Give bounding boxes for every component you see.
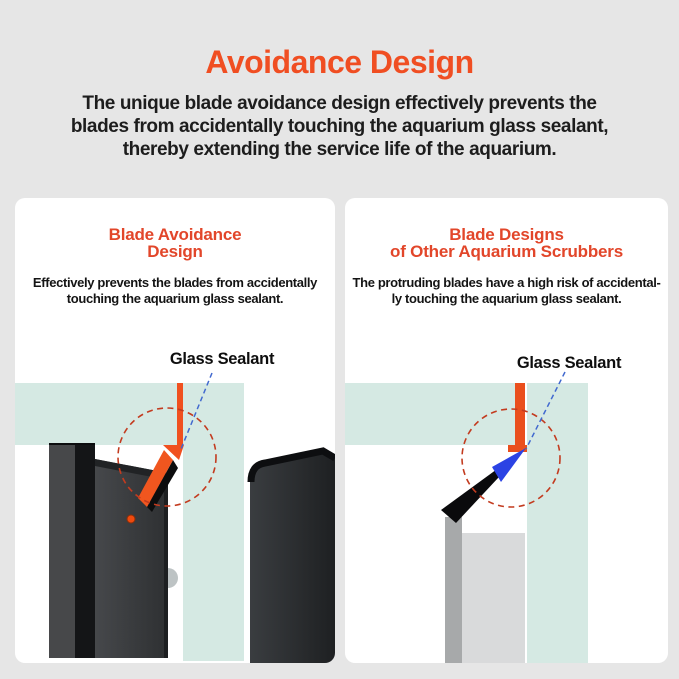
card-blade-avoidance — [15, 198, 335, 663]
heading-line: Blade Avoidance — [108, 225, 242, 244]
subtitle-line: thereby extending the service life of the aquarium. — [122, 139, 557, 160]
glass-panel-vertical — [527, 383, 588, 663]
scrubber-dark-stripe — [75, 445, 95, 658]
card-other-scrubbers — [345, 198, 668, 663]
risk-diagram — [345, 198, 668, 663]
body-line: touching the aquarium glass sealant. — [66, 291, 284, 306]
body-line: ly touching the aquarium glass sealant. — [391, 291, 622, 306]
heading-line: of Other Aquarium Scrubbers — [390, 242, 623, 261]
subtitle-line: The unique blade avoidance design effectively prevents the — [82, 93, 597, 114]
glass-sealant-label: Glass Sealant — [516, 354, 622, 372]
sealant-line — [515, 383, 525, 446]
sealant-line — [177, 383, 183, 446]
scrubber-right-edge — [164, 474, 168, 658]
other-scrubber-edge — [445, 517, 462, 663]
other-scrubber-body — [462, 533, 525, 663]
sealant-bead — [508, 445, 527, 452]
body-line: The protruding blades have a high risk of accidental- — [352, 275, 661, 290]
glass-panel-vertical — [183, 383, 244, 661]
heading-line: Blade Designs — [449, 225, 564, 244]
glass-sealant-label: Glass Sealant — [169, 350, 275, 368]
scrubber-left-face — [49, 445, 75, 658]
body-line: Effectively prevents the blades from accidentally — [32, 275, 318, 290]
avoidance-diagram — [15, 198, 335, 663]
heading-line: Design — [147, 242, 203, 261]
outer-magnet-body — [250, 450, 335, 663]
subtitle-line: blades from accidentally touching the aquarium glass sealant, — [70, 116, 609, 137]
scrubber-led-dot — [127, 515, 135, 523]
page-title: Avoidance Design — [205, 44, 474, 80]
page-subtitle — [0, 92, 679, 161]
glass-panel-horizontal — [345, 383, 515, 445]
scrubber-roller — [168, 568, 178, 588]
